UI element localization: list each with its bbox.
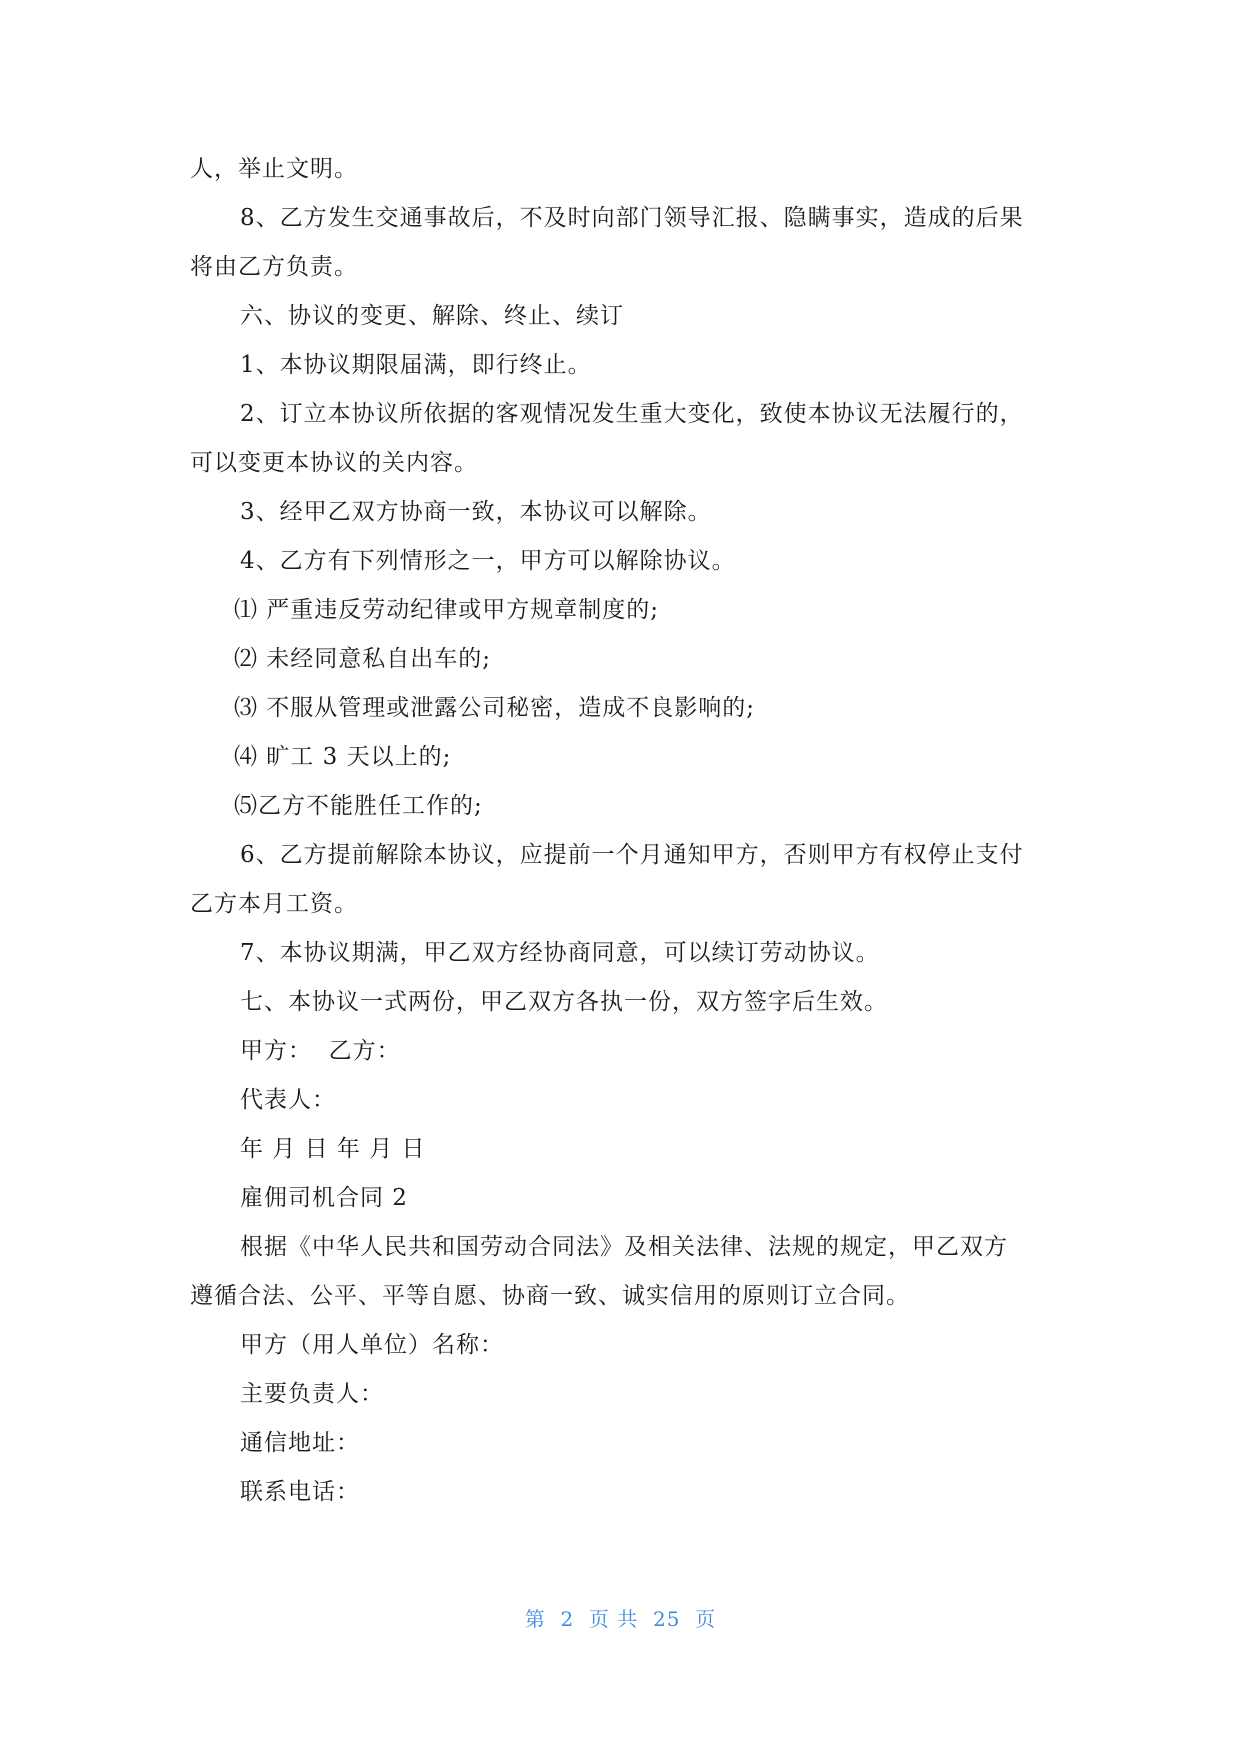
sub-item-2: ⑵ 未经同意私自出车的; — [234, 646, 492, 672]
text-line: 人，举止文明。 — [190, 156, 358, 182]
page-number: 第 2 页 共 25 页 — [524, 1607, 717, 1631]
document-body — [190, 153, 1060, 1525]
phone-label: 联系电话： — [240, 1479, 360, 1505]
clause-7: 7、本协议期满，甲乙双方经协商同意，可以续订劳动协议。 — [240, 940, 880, 966]
text-line: 遵循合法、公平、平等自愿、协商一致、诚实信用的原则订立合同。 — [190, 1283, 910, 1309]
section-seven: 七、本协议一式两份，甲乙双方各执一份，双方签字后生效。 — [240, 989, 888, 1015]
clause-1: 1、本协议期限届满，即行终止。 — [240, 352, 592, 378]
preamble: 根据《中华人民共和国劳动合同法》及相关法律、法规的规定，甲乙双方 — [240, 1234, 1008, 1260]
sub-item-3: ⑶ 不服从管理或泄露公司秘密，造成不良影响的; — [234, 695, 756, 721]
clause-8: 8、乙方发生交通事故后，不及时向部门领导汇报、隐瞒事实，造成的后果 — [240, 205, 1024, 231]
section-heading: 六、协议的变更、解除、终止、续订 — [240, 303, 624, 329]
sub-item-5: ⑸乙方不能胜任工作的; — [234, 793, 483, 819]
signature-parties: 甲方： 乙方： — [240, 1038, 401, 1064]
clause-6: 6、乙方提前解除本协议，应提前一个月通知甲方，否则甲方有权停止支付 — [240, 842, 1024, 868]
date-line: 年 月 日 年 月 日 — [240, 1136, 426, 1162]
clause-2: 2、订立本协议所依据的客观情况发生重大变化，致使本协议无法履行的， — [240, 401, 1024, 427]
clause-4: 4、乙方有下列情形之一，甲方可以解除协议。 — [240, 548, 736, 574]
address-label: 通信地址： — [240, 1430, 360, 1456]
sub-item-4: ⑷ 旷工 3 天以上的; — [234, 744, 452, 770]
contract-title: 雇佣司机合同 2 — [240, 1185, 408, 1211]
text-line: 将由乙方负责。 — [190, 254, 358, 280]
principal-label: 主要负责人： — [240, 1381, 384, 1407]
representative-label: 代表人： — [240, 1087, 336, 1113]
sub-item-1: ⑴ 严重违反劳动纪律或甲方规章制度的; — [234, 597, 660, 623]
clause-3: 3、经甲乙双方协商一致，本协议可以解除。 — [240, 499, 712, 525]
text-line: 可以变更本协议的关内容。 — [190, 450, 478, 476]
employer-name-label: 甲方（用人单位）名称： — [240, 1332, 504, 1358]
text-line: 乙方本月工资。 — [190, 891, 358, 917]
